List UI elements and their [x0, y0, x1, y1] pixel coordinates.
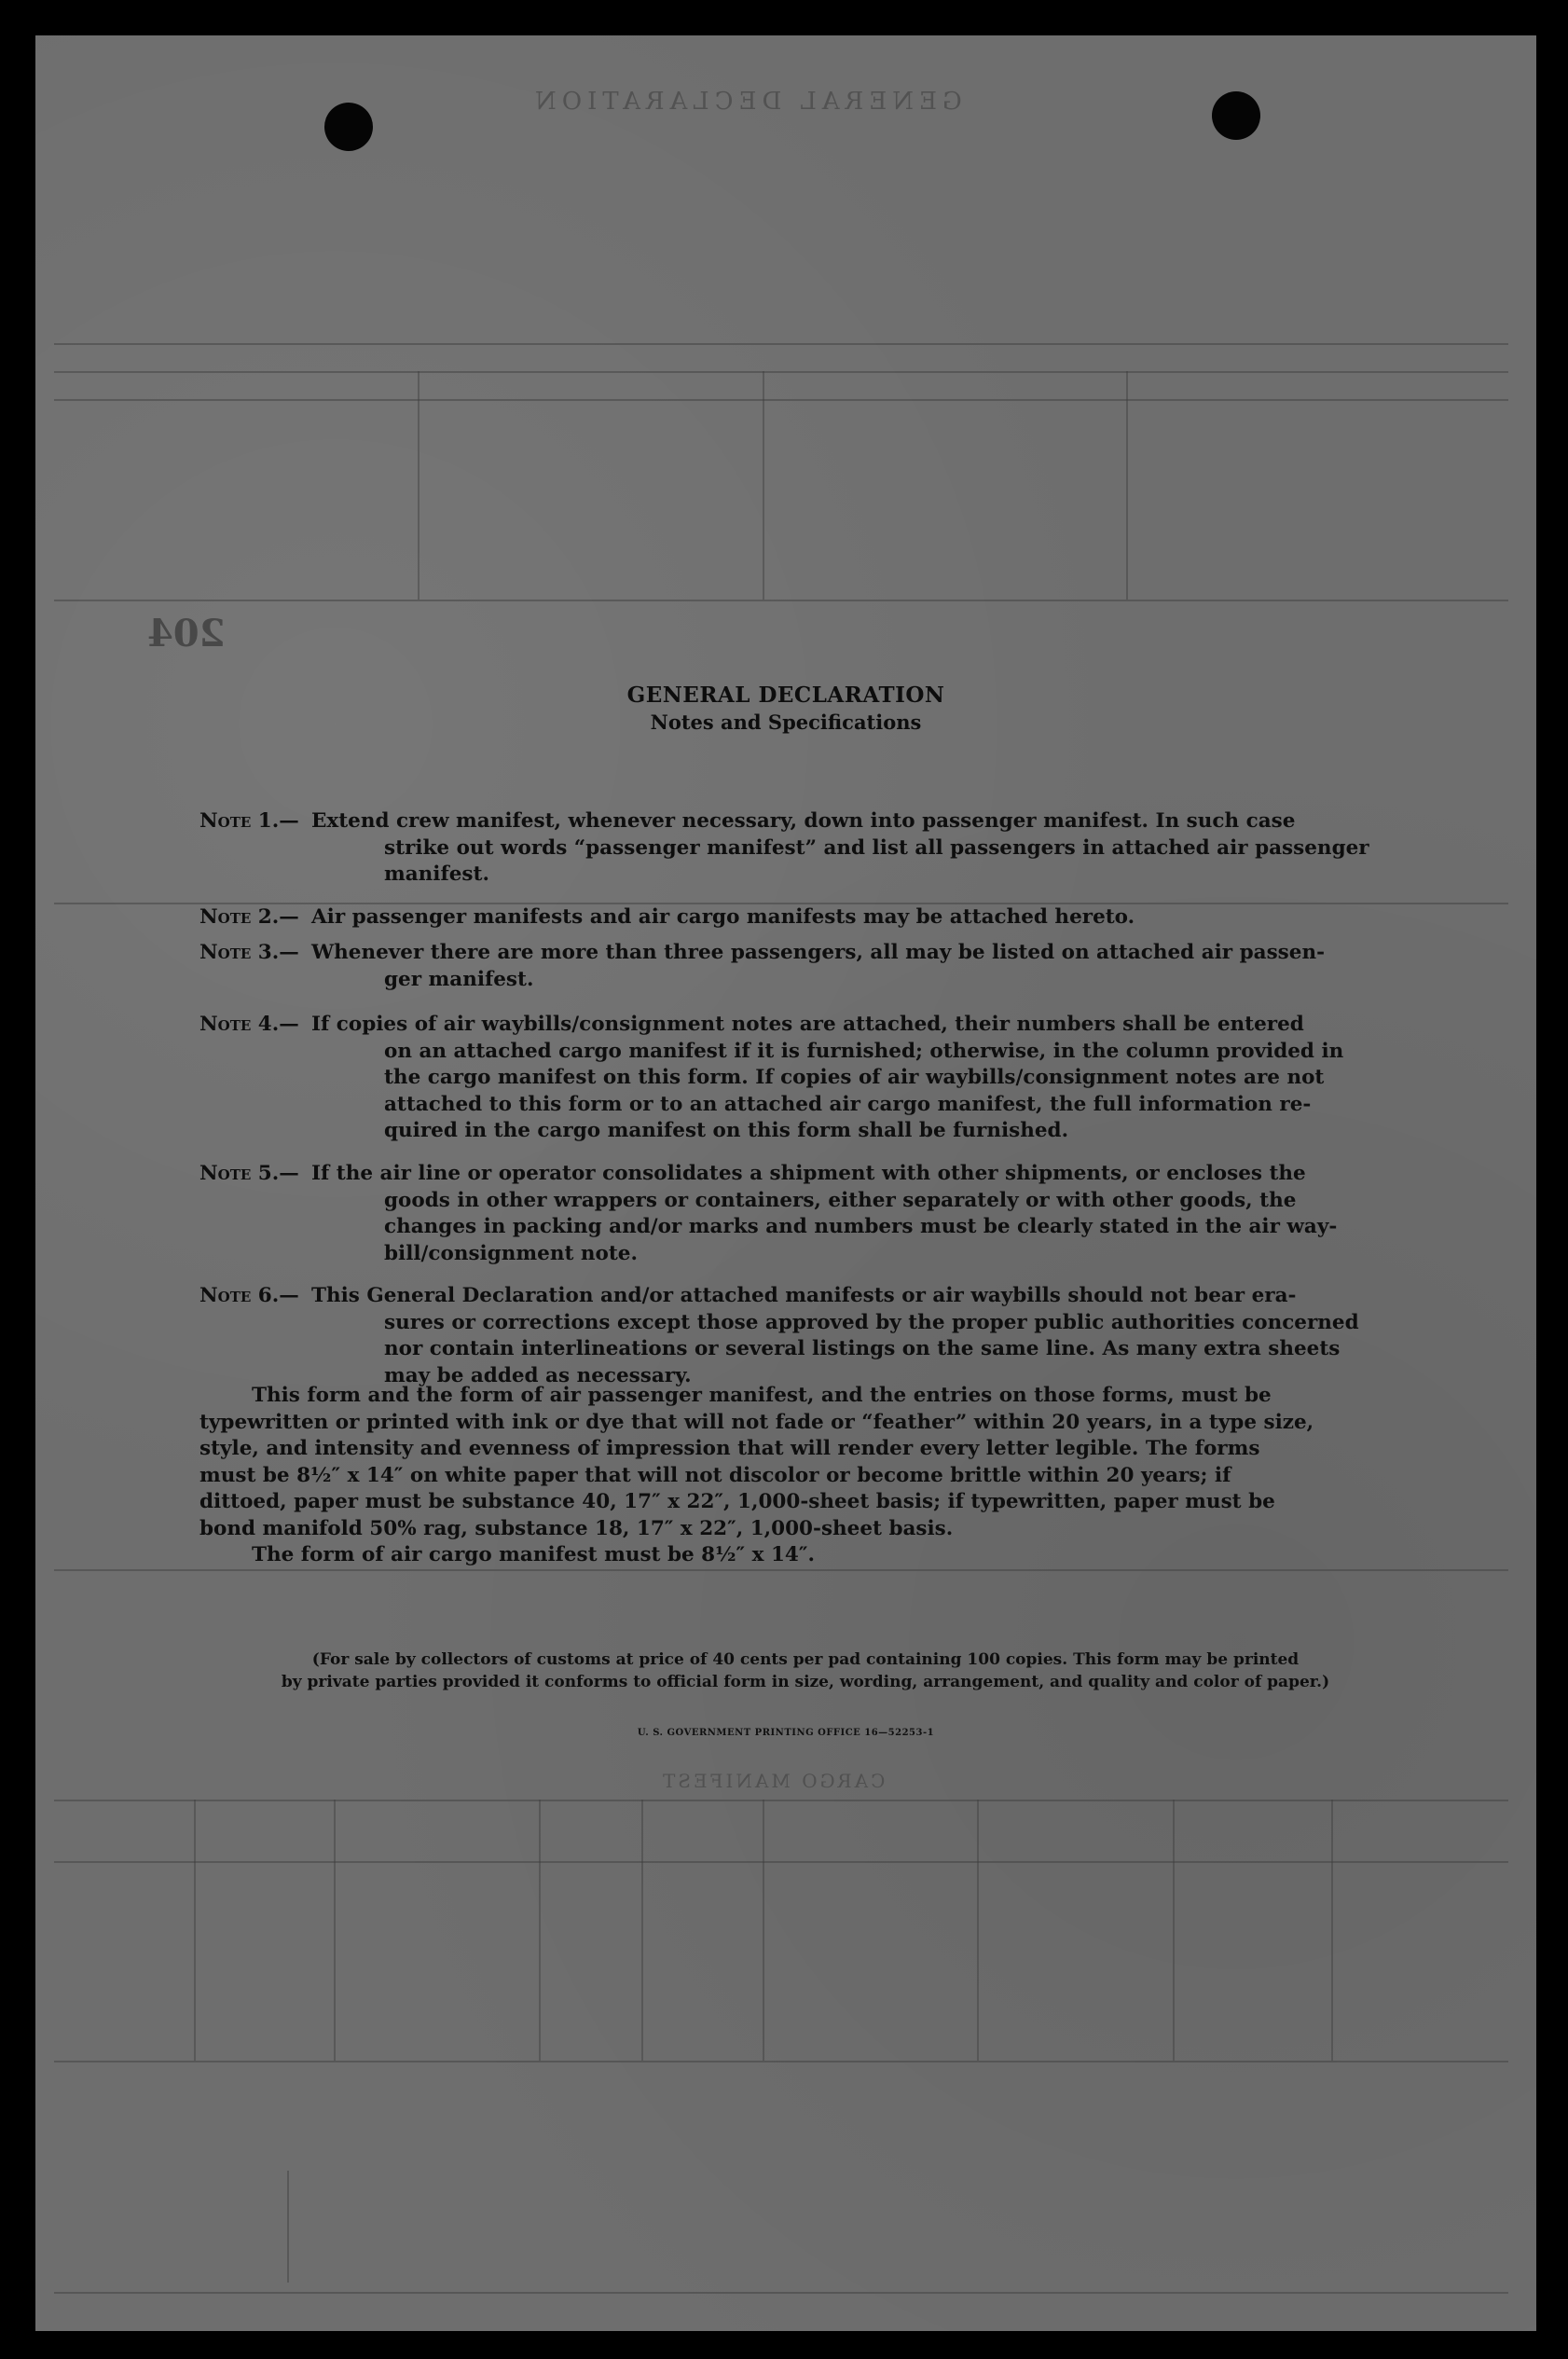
- note-item: [199, 904, 1402, 931]
- note-line: changes in packing and/or marks and numbers must be clearly stated in the air way-: [384, 1215, 1338, 1238]
- bleed-through-rule: [287, 2171, 289, 2283]
- note-line: manifest.: [384, 862, 489, 886]
- printer-imprint: U. S. GOVERNMENT PRINTING OFFICE 16—52253-1: [637, 1728, 935, 1738]
- note-label: Note 4.—: [199, 1013, 299, 1036]
- bleed-through-rule: [54, 1800, 1508, 1801]
- bleed-through-rule: [1173, 1800, 1175, 2061]
- paragraph-line: typewritten or printed with ink or dye that will not fade or “feather” within 20 years, in a type size,: [199, 1410, 1314, 1434]
- bleed-through-rule: [334, 1800, 336, 2061]
- note-text: Whenever there are more than three passengers, all may be listed on attached air passen-: [311, 941, 1326, 964]
- note-line: [199, 940, 1402, 967]
- note-item: [199, 1012, 1402, 1145]
- note-line: may be added as necessary.: [384, 1363, 692, 1387]
- bleed-through-cargo-title: CARGO MANIFEST: [660, 1770, 886, 1792]
- note-item: [199, 808, 1402, 889]
- note-label: Note 6.—: [199, 1284, 299, 1307]
- paragraph-line: style, and intensity and evenness of impression that will render every letter legible. The forms: [199, 1437, 1260, 1460]
- bleed-through-rule: [194, 1800, 196, 2061]
- note-line: quired in the cargo manifest on this form shall be furnished.: [384, 1119, 1069, 1142]
- note-text: This General Declaration and/or attached manifests or air waybills should not bear era-: [311, 1284, 1297, 1307]
- paragraph-line: This form and the form of air passenger manifest, and the entries on those forms, must be: [252, 1384, 1272, 1407]
- note-line: attached to this form or to an attached air cargo manifest, the full information re-: [384, 1092, 1312, 1116]
- bleed-through-rule: [977, 1800, 979, 2061]
- sale-notice-line: by private parties provided it conforms to official form in size, wording, arrangement, and quality and color of paper.): [281, 1673, 1330, 1691]
- note-label: Note 1.—: [199, 809, 299, 833]
- note-line: bill/consignment note.: [384, 1241, 638, 1265]
- bleed-through-rule: [54, 343, 1508, 345]
- page-title: GENERAL DECLARATION: [626, 683, 945, 708]
- note-label: Note 3.—: [199, 941, 299, 964]
- note-line: nor contain interlineations or several listings on the same line. As many extra sheets: [384, 1337, 1341, 1360]
- form-specification-paragraph: [199, 1383, 1411, 1569]
- bleed-through-rule: [418, 371, 420, 600]
- bleed-through-rule: [54, 600, 1508, 601]
- bleed-through-header: GENERAL DECLARATION: [530, 88, 962, 116]
- note-line: on an attached cargo manifest if it is furnished; otherwise, in the column provided in: [384, 1039, 1344, 1063]
- bleed-through-rule: [54, 2061, 1508, 2062]
- note-item: [199, 1161, 1402, 1267]
- bleed-through-rule: [54, 1569, 1508, 1571]
- document-sheet: [35, 35, 1536, 2331]
- note-line: sures or corrections except those approved by the proper public authorities concerned: [384, 1310, 1359, 1334]
- bleed-through-stamp-number: 204: [147, 612, 226, 655]
- paragraph-line: must be 8½″ x 14″ on white paper that will not discolor or become brittle within 20 years; if: [199, 1463, 1231, 1487]
- note-line: [199, 1161, 1402, 1188]
- bleed-through-rule: [54, 2292, 1508, 2294]
- note-line: strike out words “passenger manifest” and list all passengers in attached air passenger: [384, 835, 1369, 860]
- note-line: [199, 1012, 1402, 1039]
- note-line: goods in other wrappers or containers, either separately or with other goods, the: [384, 1188, 1297, 1212]
- note-item: [199, 1283, 1402, 1389]
- note-item: [199, 940, 1402, 993]
- note-text: Air passenger manifests and air cargo manifests may be attached hereto.: [311, 905, 1135, 929]
- bleed-through-rule: [54, 371, 1508, 373]
- sale-notice-line: (For sale by collectors of customs at price of 40 cents per pad containing 100 copies. This form may be printed: [311, 1650, 1300, 1669]
- punch-hole-left: [324, 103, 373, 151]
- bleed-through-rule: [54, 399, 1508, 401]
- bleed-through-rule: [763, 1800, 764, 2061]
- note-text: If the air line or operator consolidates a shipment with other shipments, or encloses the: [311, 1162, 1306, 1185]
- bleed-through-rule: [54, 1861, 1508, 1863]
- bleed-through-rule: [1126, 371, 1128, 600]
- note-line: the cargo manifest on this form. If copies of air waybills/consignment notes are not: [384, 1066, 1325, 1089]
- bleed-through-rule: [763, 371, 764, 600]
- note-line: [199, 904, 1402, 931]
- paragraph-line: dittoed, paper must be substance 40, 17″ x 22″, 1,000-sheet basis; if typewritten, paper must be: [199, 1490, 1275, 1513]
- punch-hole-right: [1212, 91, 1260, 140]
- sale-notice: [199, 1649, 1411, 1693]
- note-label: Note 2.—: [199, 905, 299, 929]
- bleed-through-rule: [539, 1800, 541, 2061]
- note-line: [199, 1283, 1402, 1310]
- bleed-through-rule: [641, 1800, 643, 2061]
- paragraph-line: The form of air cargo manifest must be 8½″ x 14″.: [252, 1543, 815, 1566]
- note-line: ger manifest.: [384, 967, 534, 991]
- bleed-through-rule: [1331, 1800, 1333, 2061]
- note-label: Note 5.—: [199, 1162, 299, 1185]
- note-line: [199, 808, 1402, 835]
- note-text: If copies of air waybills/consignment notes are attached, their numbers shall be entered: [311, 1013, 1304, 1036]
- page-subtitle: Notes and Specifications: [650, 710, 922, 734]
- note-text: Extend crew manifest, whenever necessary, down into passenger manifest. In such case: [311, 809, 1296, 833]
- paragraph-line: bond manifold 50% rag, substance 18, 17″ x 22″, 1,000-sheet basis.: [199, 1516, 954, 1540]
